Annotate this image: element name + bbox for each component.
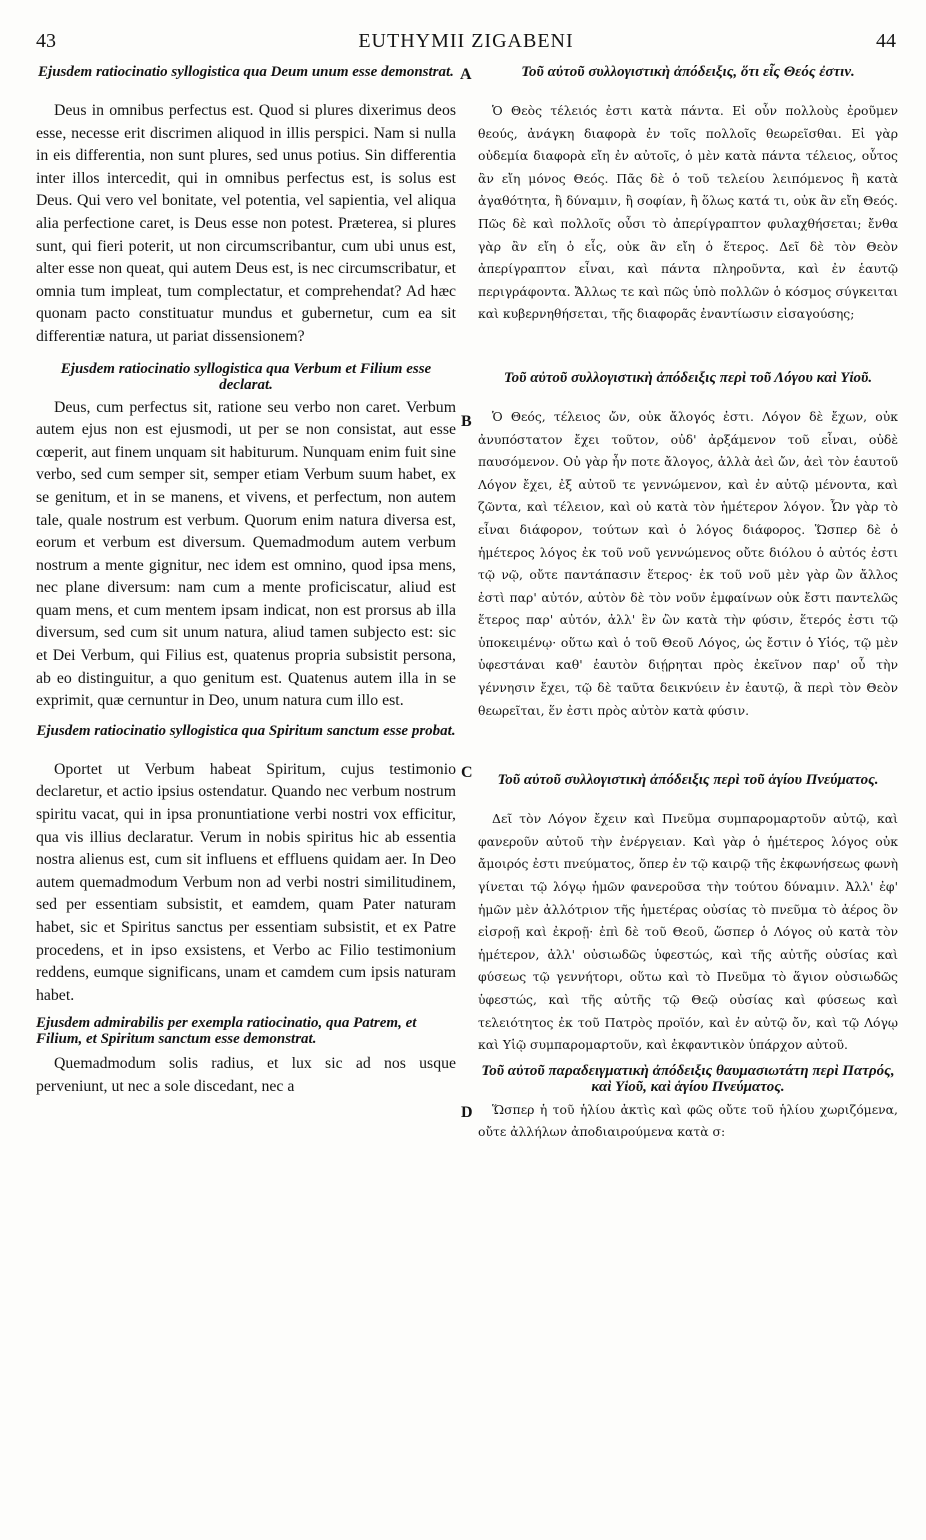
section-heading-latin-3: Ejusdem ratiocinatio syllogistica qua Spiritum sanctum esse probat.: [36, 722, 456, 739]
section-heading-greek-1: Τοῦ αὐτοῦ συλλογιστικὴ ἀπόδειξις, ὅτι εἷς Θεός ἐστιν.: [521, 64, 855, 80]
section-heading-latin-1: Ejusdem ratiocinatio syllogistica qua Deum unum esse demonstrat.: [38, 64, 454, 80]
section-text-greek-2: Ὁ Θεός, τέλειος ὤν, οὐκ ἄλογός ἐστι. Λόγον δὲ ἔχων, οὐκ ἀνυπόστατον ἔχει τοῦτον, οὐδ' ἀρξάμενον τοῦ εἶναι, οὐδὲ παυσόμενον. Οὐ γὰρ ἦν ποτε ἄλογος, ἀλλὰ ἀεὶ ὤν, ἀεὶ τὸν ἑαυτοῦ Λόγον ἔχει, ἐξ αὐτοῦ τε γεννώμενον, καὶ ἐν αὐτῷ μένοντα, καὶ ζῶντα, καὶ τέλειον, καὶ οὐ κατὰ τὸν ἡμέτερον λόγον. Ὧν γὰρ τὸ εἶναι διάφορον, τούτων καὶ ὁ λόγος διάφορος. Ὥσπερ δὲ ὁ ἡμέτερος λόγος ἐκ τοῦ νοῦ γεννώμενος οὔτε διόλου ὁ αὐτός ἐστι τῷ νῷ, οὔτε παντάπασιν ἕτερος· ἐκ τοῦ νοῦ μὲν γὰρ ὢν ἄλλος ἐστὶ παρ' αὐτόν, αὐτὸν δὲ τὸν νοῦν ἐμφαίνων οὐκ ἔστι παντελῶς ἕτερος παρ' αὐτόν, ἀλλ' ἓν ὢν κατὰ τὴν φύσιν, ἕτερός ἐστι τῷ ὑποκειμένῳ· οὕτω καὶ ὁ τοῦ Θεοῦ Λόγος, ὡς ἔστιν ὁ Υἱός, τῷ μὲν ὑφεστάναι καθ' ἑαυτὸν διῄρηται πρὸς ἐκεῖνον παρ' οὗ τὴν γέννησιν ἔχει, τῷ δὲ ταῦτα δεικνύειν ἐν ἑαυτῷ, ἃ περὶ τὸν Θεὸν θεωρεῖται, ἕν ἐστι πρὸς αὐτὸν κατὰ φύσιν.: [478, 408, 898, 718]
section-heading-latin-2: Ejusdem ratiocinatio syllogistica qua Verbum et Filium esse declarat.: [60, 360, 432, 393]
running-title: EUTHYMII ZIGABENI: [358, 30, 574, 52]
section-text-greek-3: Δεῖ τὸν Λόγον ἔχειν καὶ Πνεῦμα συμπαρομαρτοῦν αὐτῷ, καὶ φανεροῦν αὐτοῦ τὴν ἐνέργειαν. Καὶ γὰρ ὁ ἡμέτερος λόγος οὐκ ἄμοιρός ἐστι πνεύματος, ὅπερ ἐν τῷ καιρῷ τῆς ἐκφωνήσεως φωνὴ γίνεται τῷ λόγῳ ἡμῶν φανεροῦσα τὴν τούτου δύναμιν. Ἀλλ' ἐφ' ἡμῶν μὲν ἀλλότριον τῆς ἡμετέρας οὐσίας τὸ πνεῦμα τὸ ἀέρος ὂν εἰσροῇ καὶ ἐκροῇ· ἐπὶ δὲ τοῦ Θεοῦ, ὥσπερ ὁ Λόγος οὐ κατὰ τὸν ἡμέτερον, ἀλλ' οὐσιωδῶς ὑφεστώς, καὶ τῆς αὐτῆς οὐσίας καὶ φύσεως τῷ γεννήτορι, οὕτω καὶ τὸ Πνεῦμα τὸ ἅγιον οὐσιωδῶς ὑφεστώς, καὶ τῆς αὐτῆς τῷ Θεῷ οὐσίας καὶ φύσεως καὶ τελειότητος ἐκ τοῦ Πατρὸς προϊόν, καὶ ἐν αὐτῷ ὄν, καὶ τῷ Λόγῳ καὶ Υἱῷ συμπαρομαρτοῦν, καὶ ἐκφαντικὸν ὑπάρχον αὐτοῦ.: [478, 811, 898, 1053]
latin-column: [36, 64, 456, 1099]
page-header: [36, 30, 896, 58]
section-heading-greek-3: Τοῦ αὐτοῦ συλλογιστικὴ ἀπόδειξις περὶ τοῦ ἁγίου Πνεύματος.: [497, 772, 879, 789]
section-heading-latin-4: Ejusdem admirabilis per exempla ratiocinatio, qua Patrem, et Filium, et Spiritum sanctum esse demonstrat.: [36, 1015, 417, 1048]
page-number-left: 43: [36, 30, 56, 52]
greek-column: [478, 64, 898, 1144]
margin-marker-c: C: [461, 764, 473, 781]
section-text-greek-4: Ὥσπερ ἡ τοῦ ἡλίου ἀκτὶς καὶ φῶς οὔτε τοῦ ἡλίου χωριζόμενα, οὔτε ἀλλήλων ἀποδιαιρούμενα κατὰ σ:: [478, 1101, 898, 1140]
section-heading-greek-2: Τοῦ αὐτοῦ συλλογιστικὴ ἀπόδειξις περὶ τοῦ Λόγου καὶ Υἱοῦ.: [503, 369, 873, 386]
section-heading-greek-4: Τοῦ αὐτοῦ παραδειγματικὴ ἀπόδειξις θαυμασιωτάτη περὶ Πατρός, καὶ Υἱοῦ, καὶ ἁγίου Πνεύματος.: [481, 1062, 895, 1095]
section-text-latin-1: Deus in omnibus perfectus est. Quod si plures dixerimus deos esse, necesse erit discrimen aliquod in illis perspici. Nam si nulla in eis differentia, non sunt plures, sed unus potius. Sin differentia inter illos intercedit, qui in omnibus perfectus est, is solus est Deus. Qui vero vel bonitate, vel potentia, vel sapientia, vel aliqua alia perfectione caret, is Deus esse non potest. Præterea, si plures sunt, qui fieri poterit, ut non circumscribantur, cum ubi unus est, alter esse non queat, qui autem Deus est, is nec circumscribatur, et omnia tum impleat, tum complectatur, et comprehendat? Ad hæc quonam pacto constituatur mundus et gubernetur, cum ea sit differentiæ natura, ut pariat dissensionem?: [36, 102, 456, 345]
section-text-latin-3: Oportet ut Verbum habeat Spiritum, cujus testimonio declaretur, et actio ipsius ostendatur. Quando nec verbum nostrum spiritu vacat, qui in ipsa pronuntiatione verbi nostri vox efficitur, qua vis illius declaratur. Verum in nobis spiritus hic ab essentia nostra alienus est, cum sit influens et effluens quidam aer. In Deo autem quemadmodum Verbum non ad verbi nostri similitudinem, sed per essentiam subsistit, et eamdem, quam Pater naturam habet, sic et Spiritus sanctus per essentiam subsistit, et ex Patre procedens, et in ipso exsistens, et Verbo ac Filio testimonium reddens, eumque significans, unam et camdem cum ipsis naturam habet.: [36, 760, 456, 1004]
section-text-latin-2: Deus, cum perfectus sit, ratione seu verbo non caret. Verbum autem ejus non est ejusmodi, ut per se non consistat, aut esse cœperit, aut finem unquam sit habiturum. Nunquam enim fuit sine verbo, sed cum semper sit, semper etiam Verbum suum habet, ex se genitum, et in se manens, et vivens, et perfectum, non autem tale, quale nostrum est verbum. Quorum enim natura diversa est, eorum et verbum est diversum. Quemadmodum autem verbum nostrum a mente gignitur, nec idem est omnino, quod ipsa mens, nec plane diversum: nam cum a mente proficiscatur, aliud est quam mens, et cum mentem ipsam indicat, non est prorsus ab illa diversum, sed cum sit unum natura, aliud tamen subjecto est: sic et Dei Verbum, qui Filius est, quatenus propria subsistit persona, ab eo distinguitur, a quo genitum est. Quatenus autem illa in se exprimit, quæ cernuntur in Deo, unum natura cum illo est.: [36, 398, 456, 710]
margin-marker-b: B: [461, 413, 472, 430]
page-number-right: 44: [876, 30, 896, 52]
margin-marker-d: D: [461, 1104, 473, 1121]
margin-marker-a: A: [460, 66, 472, 83]
section-text-latin-4: Quemadmodum solis radius, et lux sic ad nos usque perveniunt, ut nec a sole discedant, nec a: [36, 1055, 456, 1095]
section-text-greek-1: Ὁ Θεὸς τέλειός ἐστι κατὰ πάντα. Εἰ οὖν πολλοὺς ἐροῦμεν θεούς, ἀνάγκη διαφορὰ ἐν τοῖς πολλοῖς θεωρεῖσθαι. Εἰ γὰρ οὐδεμία διαφορὰ εἴη ἐν αὐτοῖς, ὁ μὲν κατὰ πάντα τέλειος, οὗτος ἂν εἴη μόνος Θεός. Πᾶς δὲ ὁ τοῦ τελείου λειπόμενος ἢ κατὰ ἀγαθότητα, ἢ δύναμιν, ἢ σοφίαν, ἢ ὅλως κατά τι, οὐκ ἂν εἴη Θεός. Πῶς δὲ καὶ πολλοῖς οὖσι τὸ ἀπερίγραπτον φυλαχθήσεται; ἔνθα γὰρ ἂν εἴη ὁ εἷς, οὐκ ἂν εἴη ὁ ἕτερος. Δεῖ δὲ τὸν Θεὸν ἀπερίγραπτον εἶναι, καὶ πάντα πληροῦντα, καὶ ἐν ἑαυτῷ περιγράφοντα. Ἄλλως τε καὶ πῶς ὑπὸ πολλῶν ὁ κόσμος σύγκειται καὶ κυβερνηθήσεται, τῆς διαφορᾶς ἐναντίωσιν εἰσαγούσης;: [478, 103, 898, 322]
